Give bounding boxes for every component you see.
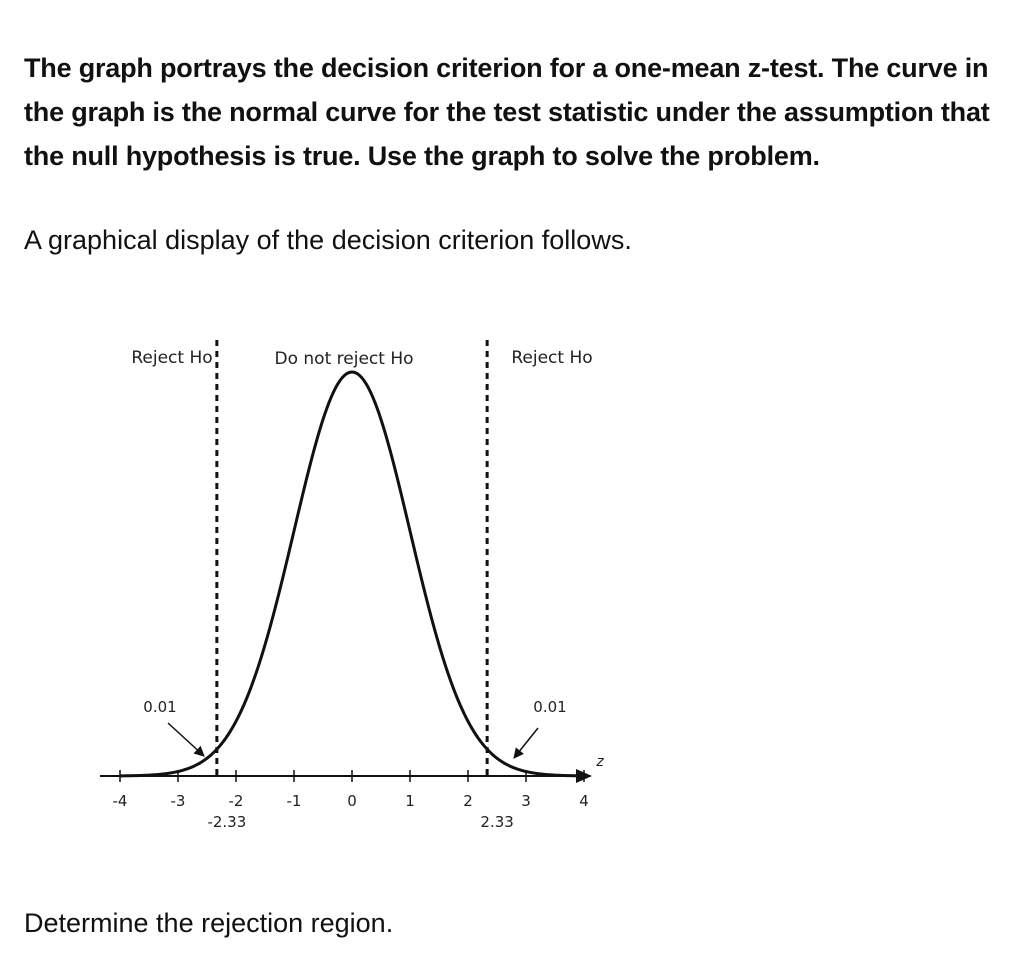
problem-lead: A graphical display of the decision criterion follows.: [24, 225, 632, 255]
critical-value-label: 2.33: [480, 813, 514, 831]
region-label-right: Reject Ho: [511, 348, 593, 368]
problem-question: Determine the rejection region.: [24, 908, 394, 938]
normal-curve: [120, 372, 584, 776]
tail-area-label-left: 0.01: [143, 698, 177, 716]
tail-area-arrow-left: [168, 723, 204, 756]
critical-value-label: -2.33: [207, 813, 247, 831]
problem-intro: The graph portrays the decision criterion for a one-mean z-test. The curve in the graph is the normal curve for the test statistic under the assumption that the null hypothesis is true. Use the graph to solve the problem.: [24, 53, 990, 171]
tail-area-arrow-right: [514, 728, 538, 758]
x-tick-label: 0: [347, 792, 357, 810]
x-tick-label: 4: [579, 792, 589, 810]
region-label-left: Reject Ho: [131, 348, 213, 368]
x-tick-label: -3: [170, 792, 186, 810]
tail-area-label-right: 0.01: [533, 698, 567, 716]
x-tick-label: 3: [521, 792, 531, 810]
x-tick-label: -2: [228, 792, 244, 810]
x-tick-label: -1: [286, 792, 302, 810]
x-tick-label: 1: [405, 792, 415, 810]
x-axis-label: z: [596, 754, 604, 770]
x-tick-label: -4: [112, 792, 128, 810]
x-tick-label: 2: [463, 792, 473, 810]
region-label-middle: Do not reject Ho: [274, 349, 414, 369]
